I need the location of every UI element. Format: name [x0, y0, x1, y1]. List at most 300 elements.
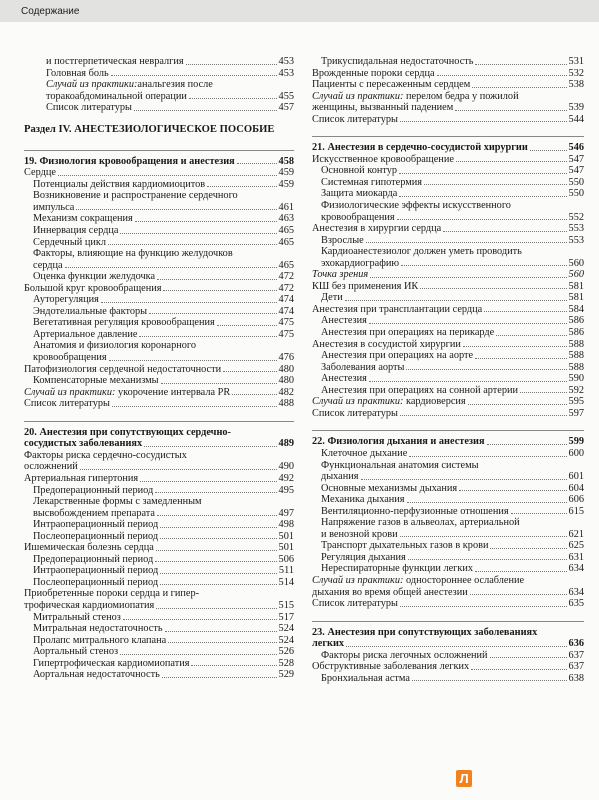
- page-number: 492: [278, 472, 294, 484]
- publisher-logo-icon: Л: [456, 770, 472, 787]
- page-number: 461: [278, 201, 294, 213]
- dot-leader: [443, 231, 566, 232]
- section-gap: [312, 125, 584, 132]
- page-number: 539: [568, 102, 584, 114]
- toc-entry-title: Патофизиология сердечной недостаточности: [24, 363, 222, 375]
- toc-entry: [312, 223, 584, 235]
- toc-entry-line: [24, 588, 294, 600]
- toc-entry-title-cont: осложнений: [24, 461, 78, 473]
- toc-entry: [24, 387, 294, 399]
- toc-entry-title: Список литературы: [24, 398, 110, 410]
- toc-entry-title: Анестезия при операциях на перикарде: [321, 327, 495, 339]
- toc-entry-title: Функциональная анатомия системы: [321, 459, 479, 471]
- toc-entry: [24, 213, 294, 225]
- toc-entry-title: Послеоперационный период: [33, 530, 159, 542]
- toc-entry-title: Факторы риска сердечно-сосудистых: [24, 449, 187, 461]
- toc-entry: [24, 623, 294, 635]
- toc-entry: [24, 612, 294, 624]
- toc-entry: [312, 373, 584, 385]
- toc-entry-title: 21. Анестезия в сердечно-сосудистой хирургии: [312, 142, 528, 154]
- toc-entry: [312, 396, 584, 408]
- toc-entry-title: Митральный стеноз: [33, 611, 121, 623]
- toc-entry: [24, 179, 294, 191]
- dot-leader: [490, 657, 567, 658]
- toc-entry: [312, 529, 584, 541]
- page-number: 553: [568, 223, 584, 235]
- toc-entry: [312, 114, 584, 126]
- dot-leader: [487, 444, 567, 445]
- toc-entry-title: Анестезия при трансплантации сердца: [312, 303, 483, 315]
- page-number: 636: [568, 638, 584, 650]
- toc-entry: [312, 540, 584, 552]
- toc-entry-line: [24, 496, 294, 508]
- toc-entry: [24, 306, 294, 318]
- page-number: 597: [568, 407, 584, 419]
- toc-entry: [24, 658, 294, 670]
- toc-entry-title: 23. Анестезия при сопутствующих заболеваниях: [312, 626, 538, 638]
- toc-entry: [312, 552, 584, 564]
- toc-entry-title: Интраоперационный период: [33, 565, 159, 577]
- toc-entry: [312, 385, 584, 397]
- divider: [312, 621, 584, 622]
- toc-entry-title: Случай из практики: одностороннее ослабление: [312, 574, 525, 586]
- toc-entry: [24, 600, 294, 612]
- dot-leader: [369, 323, 567, 324]
- right-column: [312, 56, 584, 684]
- toc-entry: [24, 542, 294, 554]
- page-number: 497: [278, 507, 294, 519]
- dot-leader: [163, 290, 276, 291]
- toc-entry-title-cont: кровообращения: [33, 352, 107, 364]
- dot-leader: [400, 606, 567, 607]
- toc-entry: [24, 461, 294, 473]
- toc-entry-line: Случай из практики: анальгезия после: [46, 79, 213, 91]
- dot-leader: [406, 369, 566, 370]
- toc-entry-title: Основной контур: [321, 165, 398, 177]
- toc-entry-title: Анестезия в хирургии сердца: [312, 223, 442, 235]
- page-number: 586: [568, 327, 584, 339]
- toc-entry: [24, 329, 294, 341]
- toc-entry-title: Механизм сокращения: [33, 213, 133, 225]
- dot-leader: [475, 64, 566, 65]
- dot-leader: [471, 669, 566, 670]
- page-number: 604: [568, 482, 584, 494]
- toc-entry-title: Трикуспидальная недостаточность: [321, 56, 474, 67]
- page-number: 625: [568, 540, 584, 552]
- toc-entry: [312, 483, 584, 495]
- page-number: 615: [568, 505, 584, 517]
- toc-entry-title: Большой круг кровообращения: [24, 282, 162, 294]
- dot-leader: [475, 571, 567, 572]
- page-number: 547: [568, 153, 584, 165]
- toc-entry: [24, 364, 294, 376]
- toc-entry-line: [24, 340, 294, 352]
- page-number: 524: [278, 634, 294, 646]
- page-number: 552: [568, 211, 584, 223]
- dot-leader: [165, 631, 277, 632]
- toc-entry-title: Лекарственные формы с замедленным: [33, 496, 202, 508]
- toc-entry-title: Послеоперационный период: [33, 576, 159, 588]
- page-number: 638: [568, 672, 584, 684]
- toc-entry-title-cont: сердца: [33, 259, 63, 271]
- page-number: 465: [278, 225, 294, 237]
- dot-leader: [397, 219, 567, 220]
- case-label: Случай из практики:: [312, 90, 404, 102]
- divider: [312, 430, 584, 431]
- page-number: 501: [278, 530, 294, 542]
- dot-leader: [155, 492, 276, 493]
- toc-entry-title-cont: высвобождением препарата: [33, 507, 155, 519]
- dot-leader: [217, 325, 277, 326]
- toc-entry: [312, 563, 584, 575]
- dot-leader: [400, 121, 567, 122]
- toc-entry-title: Головная боль: [46, 67, 109, 79]
- toc-entry-title: Вентиляционно-перфузионные отношения: [321, 505, 509, 517]
- toc-entry: [24, 577, 294, 589]
- divider: [312, 136, 584, 137]
- toc-entry: [24, 91, 294, 103]
- toc-entry: [24, 317, 294, 329]
- toc-entry: [24, 167, 294, 179]
- toc-entry: [24, 202, 294, 214]
- page-number: 482: [278, 386, 294, 398]
- dot-leader: [168, 642, 276, 643]
- page-number: 465: [278, 259, 294, 271]
- page-number: 637: [568, 649, 584, 661]
- page-number: 511: [278, 565, 294, 577]
- toc-entry-line: [312, 460, 584, 472]
- header-title: Содержание: [21, 6, 80, 17]
- dot-leader: [109, 360, 277, 361]
- toc-entry-title: Дети: [321, 292, 343, 304]
- toc-entry-title: Аортальный стеноз: [33, 646, 119, 658]
- dot-leader: [468, 404, 567, 405]
- dot-leader: [399, 196, 566, 197]
- left-column: [24, 56, 294, 681]
- toc-entry-title: Список литературы: [312, 113, 398, 125]
- page-number: 550: [568, 188, 584, 200]
- toc-entry-title: Список литературы: [312, 407, 398, 419]
- page-number: 592: [568, 384, 584, 396]
- toc-entry-title: Анестезия: [321, 315, 367, 327]
- dot-leader: [496, 335, 566, 336]
- dot-leader: [135, 221, 277, 222]
- toc-entry: [24, 260, 294, 272]
- page-number: 458: [278, 155, 294, 167]
- toc-entry-line: [312, 575, 584, 587]
- toc-entry-title: Пациенты с пересаженным сердцем: [312, 79, 471, 91]
- dot-leader: [101, 302, 277, 303]
- page-number: 480: [278, 363, 294, 375]
- toc-entry-title: и постгерпетическая невралгия: [46, 56, 184, 67]
- toc-entry-title: Возникновение и распространение сердечного: [33, 190, 238, 202]
- toc-entry-line: [24, 190, 294, 202]
- running-header: [0, 0, 599, 22]
- dot-leader: [407, 502, 567, 503]
- page-number: 581: [568, 292, 584, 304]
- toc-entry: [312, 650, 584, 662]
- page-number: 581: [568, 280, 584, 292]
- page-number: 459: [278, 167, 294, 179]
- page-number: 531: [568, 56, 584, 67]
- page-number: 480: [278, 375, 294, 387]
- page-number: 498: [278, 519, 294, 531]
- toc-entry: [312, 258, 584, 270]
- page-number: 463: [278, 213, 294, 225]
- page-number: 489: [278, 438, 294, 450]
- dot-leader: [186, 64, 277, 65]
- page-number: 528: [278, 657, 294, 669]
- divider: [24, 421, 294, 422]
- toc-entry: [24, 508, 294, 520]
- dot-leader: [160, 527, 276, 528]
- toc-entry-line: [24, 450, 294, 462]
- dot-leader: [520, 392, 566, 393]
- toc-entry-title: Основные механизмы дыхания: [321, 482, 458, 494]
- page-number: 517: [278, 611, 294, 623]
- dot-leader: [155, 561, 276, 562]
- toc-entry-title: Системная гипотермия: [321, 176, 423, 188]
- dot-leader: [162, 677, 277, 678]
- page-number: 550: [568, 176, 584, 188]
- toc-entry-title: Предоперационный период: [33, 553, 154, 565]
- toc-entry: [312, 304, 584, 316]
- page-number: 601: [568, 471, 584, 483]
- toc-entry-title: Компенсаторные механизмы: [33, 375, 159, 387]
- dot-leader: [160, 573, 277, 574]
- dot-leader: [80, 469, 277, 470]
- toc-entry-line: [312, 91, 584, 103]
- toc-entry-title: Точка зрения: [312, 269, 369, 281]
- toc-entry: [312, 154, 584, 166]
- section-gap: [312, 610, 584, 617]
- page-number: 532: [568, 67, 584, 79]
- dot-leader: [191, 665, 276, 666]
- dot-leader: [134, 110, 277, 111]
- dot-leader: [58, 175, 277, 176]
- toc-entry: [312, 436, 584, 448]
- dot-leader: [420, 288, 566, 289]
- case-label: Случай из практики:: [46, 79, 138, 91]
- toc-entry-title: Приобретенные пороки сердца и гипер-: [24, 588, 200, 600]
- toc-entry: [312, 292, 584, 304]
- toc-entry-title-cont: дыхания во время общей анестезии: [312, 586, 468, 598]
- toc-entry-title-cont: сосудистых заболеваниях: [24, 438, 143, 450]
- dot-leader: [401, 265, 566, 266]
- toc-entry: [312, 339, 584, 351]
- section-gap: [24, 410, 294, 417]
- dot-leader: [156, 608, 276, 609]
- toc-entry-line: [24, 248, 294, 260]
- page-number: 637: [568, 661, 584, 673]
- toc-entry: [24, 473, 294, 485]
- toc-entry: [312, 269, 584, 281]
- dot-leader: [144, 446, 276, 447]
- toc-entry: [312, 587, 584, 599]
- toc-entry-title-cont: эхокардиографию: [321, 257, 400, 269]
- toc-entry-title: Обструктивные заболевания легких: [312, 661, 470, 673]
- dot-leader: [160, 538, 276, 539]
- toc-entry-title: Защита миокарда: [321, 188, 398, 200]
- page-number: 600: [568, 447, 584, 459]
- case-label: Случай из практики:: [312, 574, 404, 586]
- divider: [24, 150, 294, 151]
- toc-entry: [24, 646, 294, 658]
- case-label: Случай из практики:: [312, 396, 404, 408]
- page-number: 474: [278, 305, 294, 317]
- page-number: 621: [568, 528, 584, 540]
- toc-entry-title: 20. Анестезия при сопутствующих сердечно-: [24, 426, 231, 438]
- dot-leader: [123, 619, 277, 620]
- toc-entry: [312, 212, 584, 224]
- page-number: 595: [568, 396, 584, 408]
- toc-entry-title: Заболевания аорты: [321, 361, 405, 373]
- dot-leader: [65, 267, 277, 268]
- toc-entry-title: Вегетативная регуляция кровообращения: [33, 317, 215, 329]
- toc-entry: [24, 237, 294, 249]
- page-number: 515: [278, 599, 294, 611]
- toc-entry-title: Иннервация сердца: [33, 225, 119, 237]
- toc-entry: [312, 638, 584, 650]
- toc-entry: [24, 531, 294, 543]
- toc-entry-title: Предоперационный период: [33, 484, 154, 496]
- toc-entry: [24, 375, 294, 387]
- page-number: 524: [278, 623, 294, 635]
- dot-leader: [140, 481, 276, 482]
- page-number: 599: [568, 436, 584, 448]
- dot-leader: [160, 584, 276, 585]
- dot-leader: [408, 559, 567, 560]
- toc-entry: [312, 177, 584, 189]
- toc-entry-title: Анатомия и физиология коронарного: [33, 340, 197, 352]
- dot-leader: [157, 515, 277, 516]
- toc-entry-title: Нереспираторные функции легких: [321, 563, 474, 575]
- dot-leader: [237, 163, 277, 164]
- page-number: 453: [278, 67, 294, 79]
- page-number: 455: [278, 90, 294, 102]
- section-gap: [312, 419, 584, 426]
- toc-entry-title-cont: трофическая кардиомиопатия: [24, 599, 155, 611]
- toc-entry-title: Потенциалы действия кардиомиоцитов: [33, 178, 206, 190]
- dot-leader: [459, 490, 566, 491]
- toc-entry-title: Бронхиальная астма: [321, 672, 410, 684]
- toc-entry-title-cont: женщины, вызванный падением: [312, 102, 454, 114]
- toc-entry-title: Клеточное дыхание: [321, 447, 408, 459]
- dot-leader: [472, 87, 566, 88]
- toc-entry-title-cont: и венозной крови: [321, 528, 398, 540]
- toc-entry-title: КШ без применения ИК: [312, 280, 419, 292]
- dot-leader: [455, 110, 566, 111]
- toc-entry: [24, 225, 294, 237]
- toc-entry-title: Физиологические эффекты искусственного: [321, 200, 511, 212]
- dot-leader: [490, 548, 566, 549]
- dot-leader: [484, 311, 566, 312]
- dot-leader: [399, 173, 566, 174]
- dot-leader: [111, 75, 277, 76]
- toc-entry: [312, 142, 584, 154]
- dot-leader: [345, 300, 567, 301]
- dot-leader: [530, 150, 567, 151]
- dot-leader: [156, 550, 277, 551]
- page-number: 538: [568, 79, 584, 91]
- dot-leader: [370, 277, 566, 278]
- toc-entry-title: Напряжение газов в альвеолах, артериальной: [321, 517, 520, 529]
- toc-entry-title: Пролапс митрального клапана: [33, 634, 167, 646]
- page-number: 590: [568, 373, 584, 385]
- dot-leader: [456, 161, 567, 162]
- toc-entry-title: Оценка функции желудочка: [33, 271, 156, 283]
- toc-entry-title: Искусственное кровообращение: [312, 153, 454, 165]
- dot-leader: [400, 415, 567, 416]
- toc-entry-title: Сердечный цикл: [33, 236, 106, 248]
- page-number: 606: [568, 494, 584, 506]
- toc-entry-title: Ауторегуляция: [33, 294, 99, 306]
- dot-leader: [108, 244, 277, 245]
- toc-entry: [312, 471, 584, 483]
- page-number: 544: [568, 113, 584, 125]
- dot-leader: [157, 279, 276, 280]
- toc-entry: [24, 669, 294, 681]
- page-number: 586: [568, 315, 584, 327]
- page-number: 546: [568, 142, 584, 154]
- page-number: 547: [568, 165, 584, 177]
- toc-entry: [312, 165, 584, 177]
- toc-entry-title: Ишемическая болезнь сердца: [24, 542, 154, 554]
- toc-entry-title-cont: кровообращения: [321, 211, 395, 223]
- toc-entry: [312, 506, 584, 518]
- dot-leader: [223, 371, 276, 372]
- page-number: 495: [278, 484, 294, 496]
- dot-leader: [400, 536, 567, 537]
- toc-entry-title: Сердце: [24, 167, 56, 179]
- toc-entry-title: Анестезия при операциях на сонной артерии: [321, 384, 519, 396]
- toc-entry: [312, 327, 584, 339]
- dot-leader: [149, 313, 277, 314]
- dot-leader: [412, 680, 567, 681]
- toc-entry-title: Случай из практики: кардиоверсия: [312, 396, 466, 408]
- page-number: 560: [568, 269, 584, 281]
- toc-entry: [24, 283, 294, 295]
- toc-entry: [24, 485, 294, 497]
- page-number: 459: [278, 178, 294, 190]
- toc-entry: [312, 362, 584, 374]
- page-number: 472: [278, 282, 294, 294]
- toc-entry-title: Кардиоанестезиолог должен уметь проводить: [321, 246, 522, 258]
- page-number: 553: [568, 234, 584, 246]
- page-number: 457: [278, 102, 294, 114]
- dot-leader: [511, 513, 567, 514]
- page-number: 514: [278, 576, 294, 588]
- dot-leader: [139, 336, 276, 337]
- page-number: 634: [568, 563, 584, 575]
- toc-entry-title: Регуляция дыхания: [321, 551, 406, 563]
- toc-entry-line: [312, 517, 584, 529]
- page-number: 631: [568, 551, 584, 563]
- dot-leader: [161, 383, 277, 384]
- page-number: 476: [278, 352, 294, 364]
- dot-leader: [207, 186, 276, 187]
- toc-entry-title: Анестезия при операциях на аорте: [321, 350, 474, 362]
- page-number: 465: [278, 236, 294, 248]
- dot-leader: [120, 654, 276, 655]
- toc-entry-title: Случай из практики: укорочение интервала PR: [24, 386, 231, 398]
- dot-leader: [475, 358, 566, 359]
- toc-entry-line: [312, 246, 584, 258]
- dot-leader: [437, 75, 567, 76]
- page-number: 488: [278, 398, 294, 410]
- page-number: 588: [568, 350, 584, 362]
- page-number: 588: [568, 338, 584, 350]
